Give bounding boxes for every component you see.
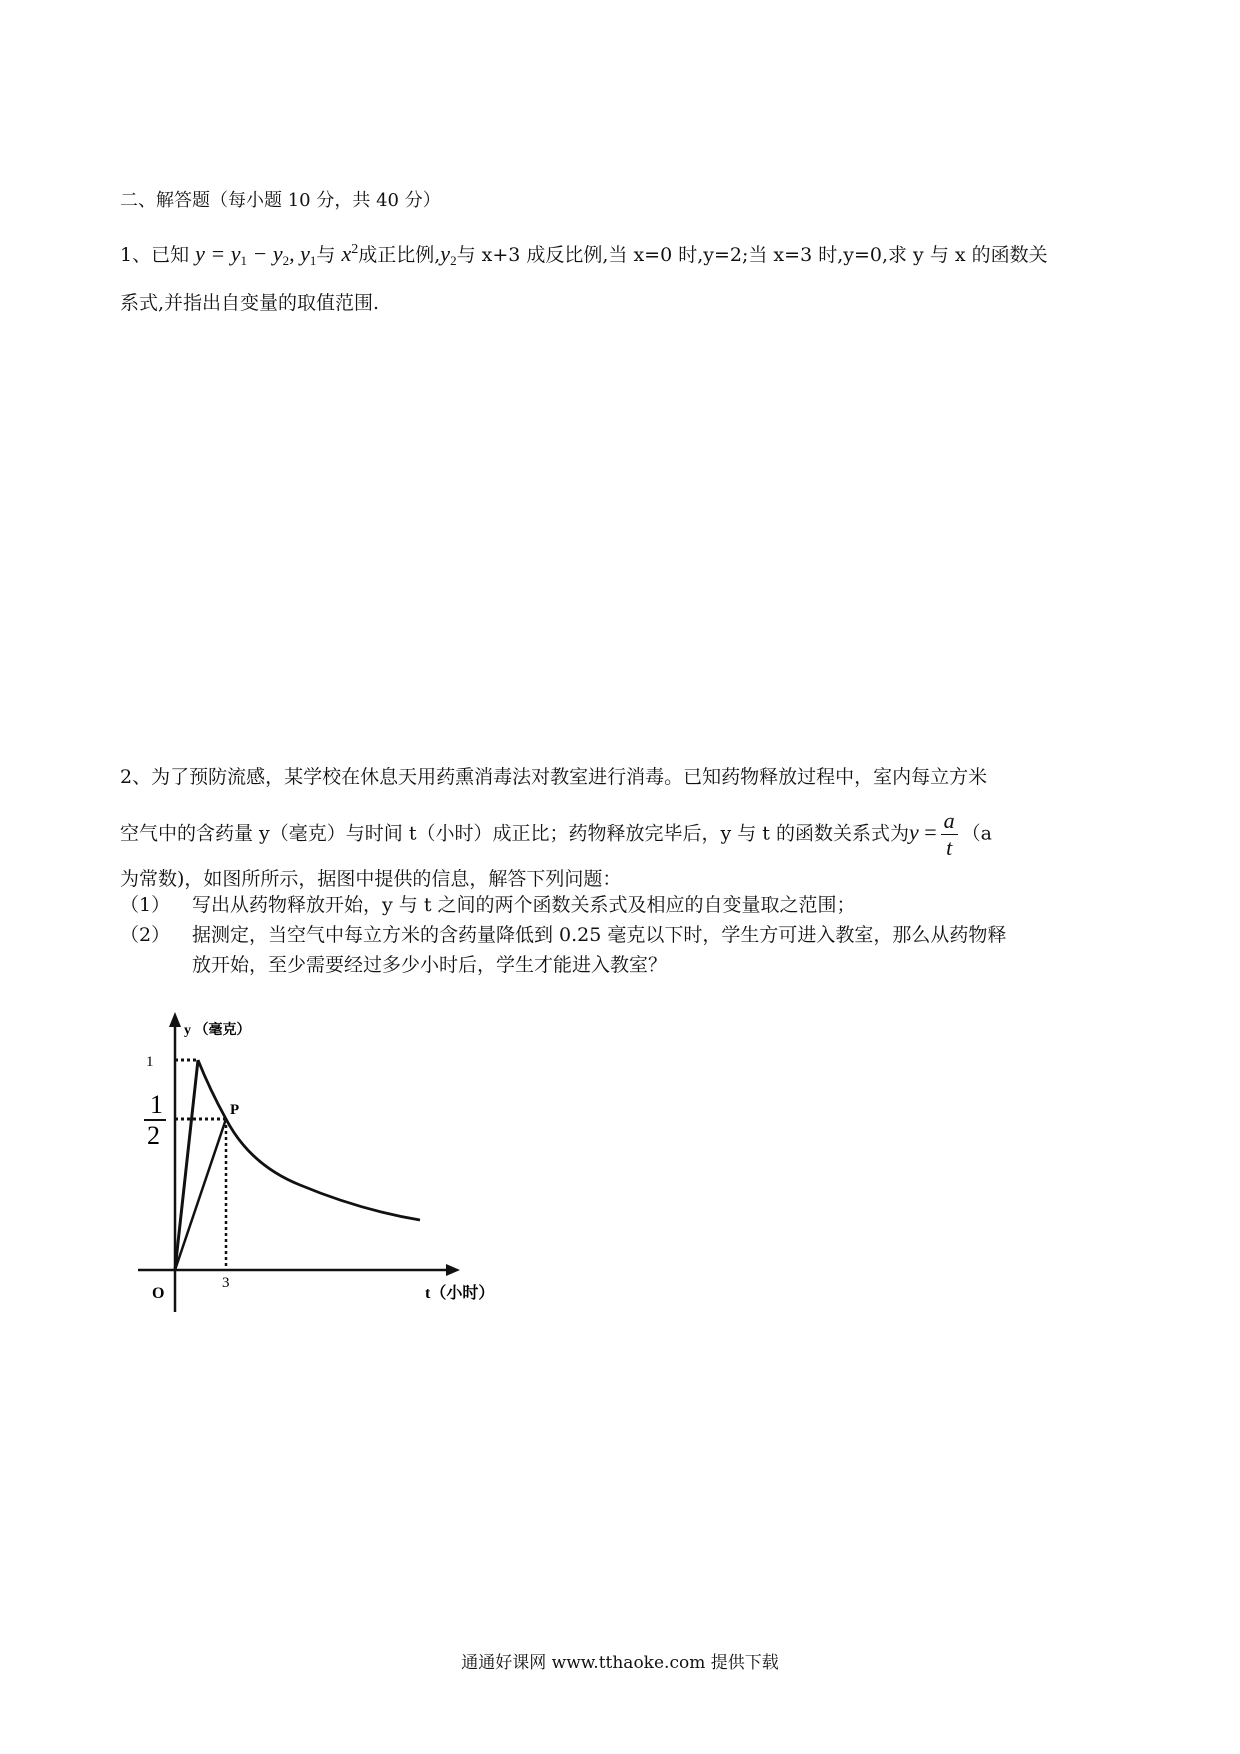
drug-concentration-graph [130, 1000, 530, 1320]
q2-sub2-number: （2） [120, 924, 171, 946]
y-axis-label: y （毫克） [184, 1023, 251, 1038]
q1-mid-2: 成正比例, [358, 244, 441, 266]
question-2-line-1: 2、为了预防流感，某学校在休息天用药熏消毒法对教室进行消毒。已知药物释放过程中，室内每立方米 [120, 766, 988, 788]
q1-mid-1: 与 [316, 244, 336, 266]
point-p-label: P [230, 1102, 240, 1118]
question-1-line-1 [120, 240, 1048, 269]
q2-sub1-text: 写出从药物释放开始，y 与 t 之间的两个函数关系式及相应的自变量取之范围； [192, 894, 856, 916]
decay-curve [198, 1060, 420, 1220]
y-tick-half-num: 1 [150, 1090, 163, 1119]
q2-line2-end: （a [961, 822, 992, 845]
q1-x-squared: $x^2$ [341, 241, 359, 266]
question-2-line-2 [120, 808, 992, 861]
q2-sub2-continuation: 放开始，至少需要经过多少小时后，学生才能进入教室？ [192, 954, 668, 976]
origin-label: O [152, 1285, 165, 1302]
x-axis-label: t（小时） [425, 1285, 495, 1302]
x-axis-arrow [446, 1264, 460, 1276]
section-title: 二、解答题（每小题 10 分，共 40 分） [120, 190, 441, 211]
y-tick-half-den: 2 [147, 1121, 160, 1150]
q2-fraction: $\frac{a}{t}$ [941, 808, 958, 861]
question-2-line-3: 为常数)，如图所所示，据图中提供的信息，解答下列问题： [120, 868, 622, 890]
q1-y2: $y_2$ [440, 241, 457, 268]
y-axis-arrow [169, 1012, 181, 1027]
question-1-line-2: 系式,并指出自变量的取值范围. [120, 292, 380, 314]
q2-formula-y: y = [908, 819, 937, 845]
q1-rest: 与 x+3 成反比例,当 x=0 时,y=2;当 x=3 时,y=0,求 y 与 x 的函数关 [456, 244, 1048, 266]
y-tick-1: 1 [146, 1054, 154, 1070]
q1-prefix: 1、已知 [120, 244, 190, 266]
q2-line2-text: 空气中的含药量 y（毫克）与时间 t（小时）成正比；药物释放完毕后，y 与 t 的函数关系式为 [120, 822, 909, 845]
q2-sub1-number: （1） [120, 894, 171, 916]
footer: 通通好课网 www.tthaoke.com 提供下载 [461, 1653, 779, 1673]
q1-formula: $y = y_1 - y_2$, $y_1$ [195, 241, 317, 268]
q2-sub2-text: 据测定，当空气中每立方米的含药量降低到 0.25 毫克以下时，学生方可进入教室，那么从药物释 [192, 924, 1007, 946]
x-tick-3: 3 [222, 1275, 230, 1291]
